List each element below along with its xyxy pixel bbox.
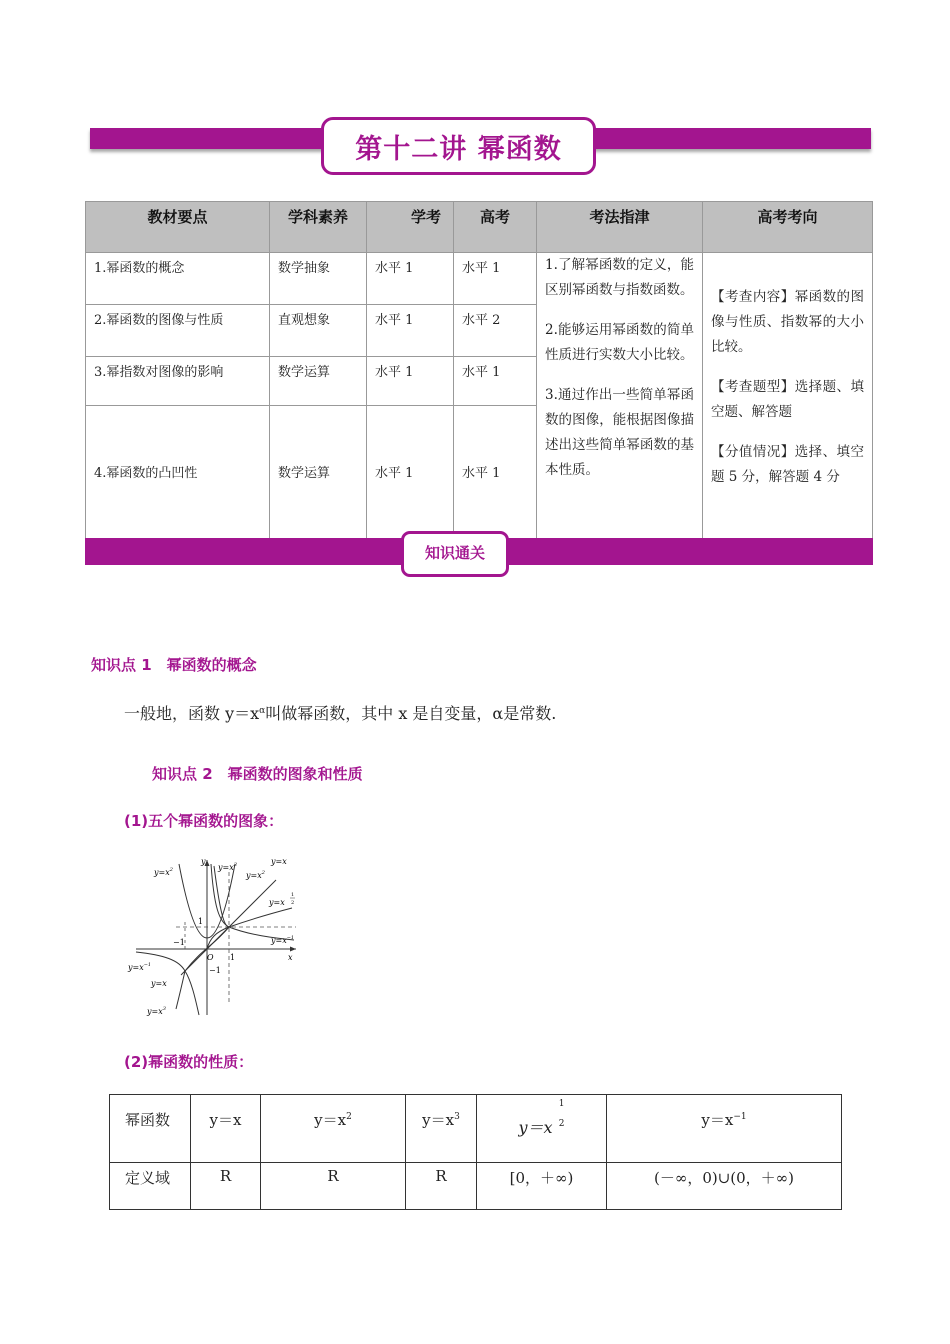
half-exponent: 1 2	[558, 1099, 565, 1129]
func-cell: $y=x^{-1}$	[607, 1095, 842, 1163]
label-y-x3-bottom: $y=x^3$	[147, 1006, 166, 1016]
kp2-sub2: (2)幂函数的性质：	[124, 1053, 254, 1071]
overview-table	[85, 201, 873, 543]
label-x-axis: x	[288, 953, 293, 962]
domain-cell: R	[191, 1163, 261, 1210]
label-half-num: 1	[291, 892, 295, 898]
label-half-den: 2	[291, 900, 295, 906]
page-title: 第十二讲 幂函数	[321, 117, 596, 175]
label-origin: O	[207, 953, 214, 962]
label-neg-one-y: −1	[209, 966, 221, 975]
header-cell: 高考考向	[703, 202, 873, 253]
label-y-xhalf: y=x	[269, 898, 285, 907]
table-row	[86, 253, 873, 305]
domain-cell: (－∞，0)∪(0，＋∞)	[607, 1163, 842, 1210]
kp2-sub1: (1)五个幂函数的图象：	[124, 812, 284, 830]
table-cell: 2.幂函数的图像与性质	[86, 305, 270, 357]
kp1-title: 知识点 1 幂函数的概念	[91, 656, 257, 674]
label-y-xinv-right: $y=x^{-1}$	[271, 935, 295, 945]
domain-cell: R	[406, 1163, 477, 1210]
table-cell: 3.幂指数对图像的影响	[86, 357, 270, 406]
guide-item: 3.通过作出一些简单幂函数的图像，能根据图像描述出这些简单幂函数的基本性质。	[545, 387, 694, 478]
kp1-text-a: 一般地，函数 y＝x	[124, 704, 260, 723]
table-cell: 数学运算	[270, 406, 367, 543]
label-y-x2-right: $y=x^2$	[246, 870, 265, 880]
label-y-axis: y	[201, 857, 206, 866]
table-row	[110, 1095, 842, 1163]
direction-item: 【考查题型】选择题、填空题、解答题	[711, 379, 864, 420]
kp1-alpha: α	[259, 706, 266, 716]
func-cell	[477, 1095, 607, 1163]
header-cell: 考法指津	[537, 202, 703, 253]
header-cell: 学科素养	[270, 202, 367, 253]
table-cell: 水平 1	[367, 406, 454, 543]
header-cell: 教材要点	[86, 202, 270, 253]
label-one-x: 1	[230, 953, 236, 962]
table-cell: 水平 1	[367, 253, 454, 305]
overview-header-row	[86, 202, 873, 253]
row-label-domain: 定义域	[110, 1163, 191, 1210]
table-cell: 水平 1	[454, 357, 537, 406]
func-cell: y＝x	[191, 1095, 261, 1163]
table-cell: 数学运算	[270, 357, 367, 406]
power-function-graph	[124, 852, 304, 1022]
guide-item: 2.能够运用幂函数的简单性质进行实数大小比较。	[545, 322, 694, 363]
table-cell: 直观想象	[270, 305, 367, 357]
sqrt-func: y＝x 1 2	[518, 1099, 565, 1137]
label-y-x: y=x	[271, 857, 287, 866]
kp1-text	[124, 701, 556, 724]
label-y-x3: $y=x^3$	[218, 862, 237, 872]
table-cell: 1.幂函数的概念	[86, 253, 270, 305]
label-y-x-bottom: y=x	[151, 979, 167, 988]
table-row	[110, 1163, 842, 1210]
table-cell: 水平 1	[454, 253, 537, 305]
table-cell: 水平 1	[367, 357, 454, 406]
section-label: 知识通关	[401, 531, 509, 577]
x-axis-arrow-icon	[290, 947, 296, 952]
label-y-xinv-left: $y=x^{-1}$	[128, 962, 152, 972]
guide-item: 1.了解幂函数的定义，能区别幂函数与指数函数。	[545, 257, 694, 298]
direction-item: 【分值情况】选择、填空题 5 分，解答题 4 分	[711, 444, 864, 485]
row-label-function: 幂函数	[110, 1095, 191, 1163]
guide-cell	[537, 253, 703, 543]
label-one-y: 1	[198, 917, 204, 926]
table-cell: 水平 1	[454, 406, 537, 543]
table-cell: 水平 2	[454, 305, 537, 357]
label-y-x2-left: $y=x^2$	[154, 867, 173, 877]
direction-cell	[703, 253, 873, 543]
domain-cell: R	[261, 1163, 406, 1210]
func-cell: $y=x^2$	[261, 1095, 406, 1163]
header-cell: 学考	[367, 202, 454, 253]
direction-item: 【考查内容】幂函数的图像与性质、指数幂的大小比较。	[711, 289, 864, 355]
kp2-title: 知识点 2 幂函数的图象和性质	[152, 765, 363, 783]
table-cell: 水平 1	[367, 305, 454, 357]
properties-table	[109, 1094, 842, 1210]
table-cell: 数学抽象	[270, 253, 367, 305]
func-cell: $y=x^3$	[406, 1095, 477, 1163]
label-neg-one-x: −1	[173, 938, 185, 947]
kp1-text-b: 叫做幂函数，其中 x 是自变量，α是常数.	[265, 704, 557, 723]
table-cell: 4.幂函数的凸凹性	[86, 406, 270, 543]
header-cell: 高考	[454, 202, 537, 253]
domain-cell: [0，＋∞)	[477, 1163, 607, 1210]
